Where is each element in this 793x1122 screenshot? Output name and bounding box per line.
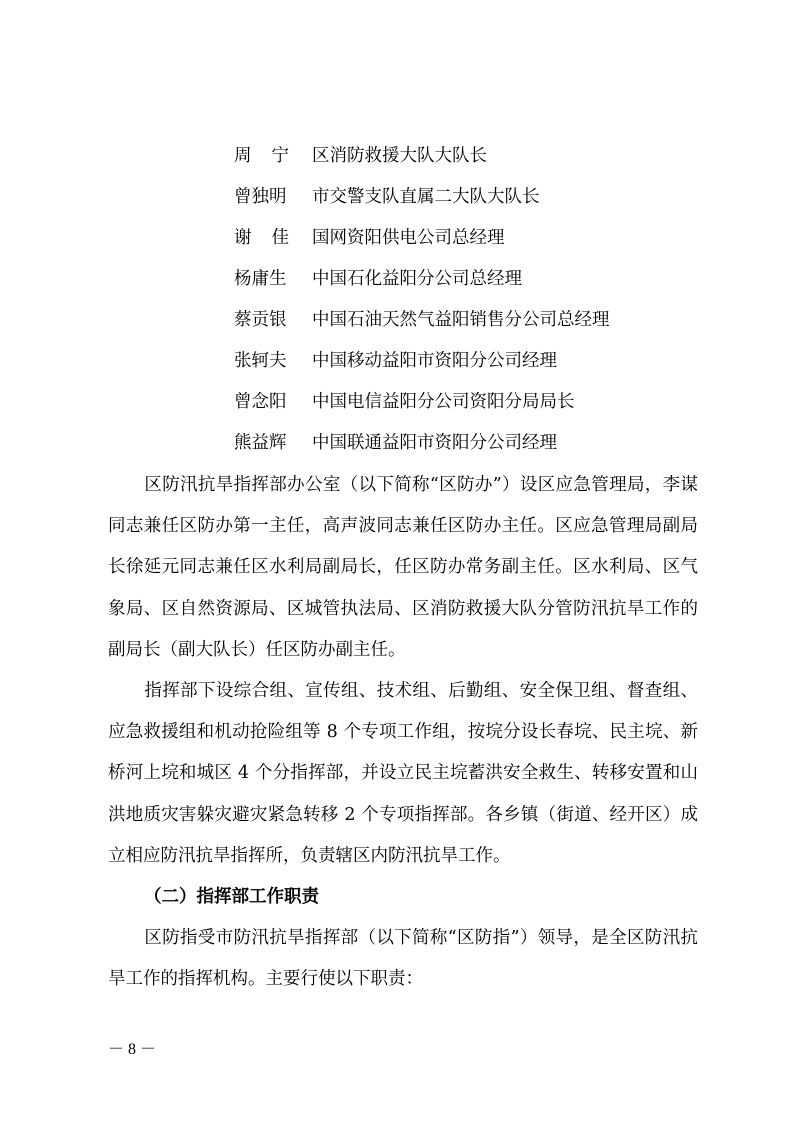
roster-row <box>234 218 704 259</box>
office-paragraph <box>108 465 698 671</box>
groups-paragraph <box>108 671 698 877</box>
member-title: 市交警支队直属二大队大队长 <box>312 187 540 207</box>
member-name: 谢佳 <box>234 228 309 248</box>
member-title: 中国联通益阳市资阳分公司经理 <box>312 433 557 453</box>
member-name: 曾独明 <box>234 187 287 207</box>
office-paragraph-text: 区防汛抗旱指挥部办公室（以下简称“区防办”）设区应急管理局，李谋同志兼任区防办第一主任，高声波同志兼任区防办主任。区应急管理局副局长徐延元同志兼任区水利局副局长，任区防办常务副主任。区水利局、区气象局、区自然资源局、区城管执法局、区消防救援大队分管防汛抗旱工作的副局长（副大队长）任区防办副主任。 <box>108 475 698 660</box>
member-title: 中国石化益阳分公司总经理 <box>312 269 522 289</box>
roster-row <box>234 382 704 423</box>
member-title: 区消防救援大队大队长 <box>312 146 487 166</box>
roster-row <box>234 341 704 382</box>
roster-row <box>234 136 704 177</box>
page-number: － 8 － <box>108 1041 157 1058</box>
member-title: 中国移动益阳市资阳分公司经理 <box>312 351 557 371</box>
member-name: 周宁 <box>234 146 309 166</box>
duties-paragraph <box>108 918 698 1000</box>
roster-row <box>234 177 704 218</box>
member-title: 国网资阳供电公司总经理 <box>312 228 505 248</box>
member-name: 曾念阳 <box>234 392 287 412</box>
member-name: 杨庸生 <box>234 269 287 289</box>
member-name: 熊益辉 <box>234 433 287 453</box>
roster-row <box>234 423 704 464</box>
section-heading: （二）指挥部工作职责 <box>144 887 319 907</box>
duties-paragraph-text: 区防指受市防汛抗旱指挥部（以下简称“区防指”）领导，是全区防汛抗旱工作的指挥机构。主要行使以下职责： <box>108 928 698 990</box>
member-roster <box>234 136 704 464</box>
member-name: 张轲夫 <box>234 351 287 371</box>
member-title: 中国电信益阳分公司资阳分局局长 <box>312 392 575 412</box>
roster-row <box>234 259 704 300</box>
roster-row <box>234 300 704 341</box>
groups-paragraph-text: 指挥部下设综合组、宣传组、技术组、后勤组、安全保卫组、督查组、应急救援组和机动抢险组等 8 个专项工作组，按垸分设长春垸、民主垸、新桥河上垸和城区 4 个分指挥部，并设立民主垸蓄洪安全救生、转移安置和山洪地质灾害躲灾避灾紧急转移 2 个专项指挥部。各乡镇（街道、经开区）成立相应防汛抗旱指挥所，负责辖区内防汛抗旱工作。 <box>108 681 698 866</box>
member-title: 中国石油天然气益阳销售分公司总经理 <box>312 310 610 330</box>
member-name: 蔡贡银 <box>234 310 287 330</box>
